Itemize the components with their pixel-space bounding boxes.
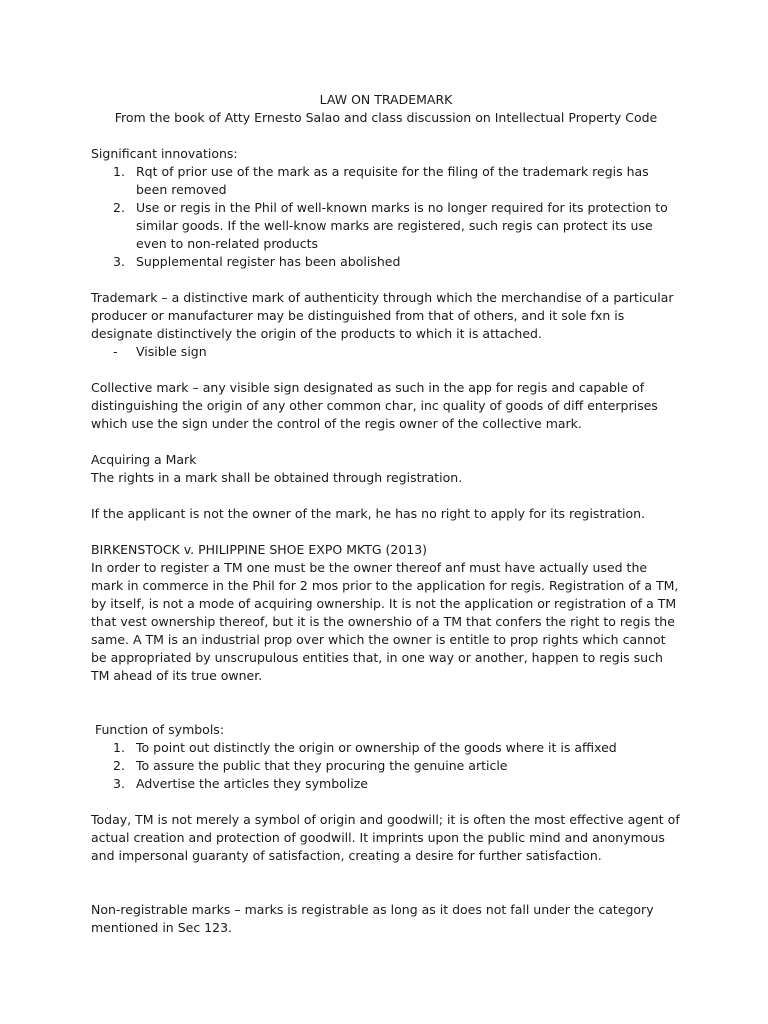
list-item: 2. To assure the public that they procuring the genuine article [113,758,508,773]
applicant-note: If the applicant is not the owner of the mark, he has no right to apply for its registration. [91,506,646,521]
list-item: 1. Rqt of prior use of the mark as a requisite for the filing of the trademark regis has been removed [113,164,649,197]
list-item: 2. Use or regis in the Phil of well-known marks is no longer required for its protection to similar goods. If the well-know marks are registered, such regis can protect its use even to non-related products [113,200,668,251]
collective-mark-definition: Collective mark – any visible sign designated as such in the app for regis and capable of distinguishing the origin of any other common char, inc quality of goods of diff enterprises which use the sign under the control of the regis owner of the collective mark. [91,380,658,431]
innovations-list [91,163,681,271]
document-page [91,91,681,937]
acquiring-text: The rights in a mark shall be obtained through registration. [91,470,463,485]
list-item: 3. Advertise the articles they symbolize [113,776,368,791]
document-title: LAW ON TRADEMARK [319,92,453,107]
functions-list [91,739,681,793]
functions-heading: Function of symbols: [95,722,225,737]
document-subtitle: From the book of Atty Ernesto Salao and class discussion on Intellectual Property Code [114,110,658,125]
today-paragraph: Today, TM is not merely a symbol of origin and goodwill; it is often the most effective agent of actual creation and protection of goodwill. It imprints upon the public mind and anonymous and impersonal guaranty of satisfaction, creating a desire for further satisfaction. [91,812,680,863]
acquiring-heading: Acquiring a Mark [91,452,197,467]
list-item: 3. Supplemental register has been abolished [113,254,401,269]
case-text: In order to register a TM one must be the owner thereof anf must have actually used the mark in commerce in the Phil for 2 mos prior to the application for regis. Registration of a TM, by itself, is not a mode of acquiring ownership. It is not the application or registration of a TM that vest ownership thereof, but it is the ownershio of a TM that confers the right to regis the same. A TM is an industrial prop over which the owner is entitle to prop rights which cannot be appropriated by unscrupulous entities that, in one way or another, happen to regis such TM ahead of its true owner. [91,560,679,683]
trademark-definition: Trademark – a distinctive mark of authenticity through which the merchandise of a particular producer or manufacturer may be distinguished from that of others, and it sole fxn is designate distinctively the origin of the products to which it is attached. [91,290,674,341]
innovations-heading: Significant innovations: [91,146,238,161]
list-item: 1. To point out distinctly the origin or ownership of the goods where it is affixed [113,740,617,755]
list-item: - Visible sign [113,344,207,359]
case-title: BIRKENSTOCK v. PHILIPPINE SHOE EXPO MKTG (2013) [91,542,428,557]
non-registrable-paragraph: Non-registrable marks – marks is registrable as long as it does not fall under the category mentioned in Sec 123. [91,902,654,935]
